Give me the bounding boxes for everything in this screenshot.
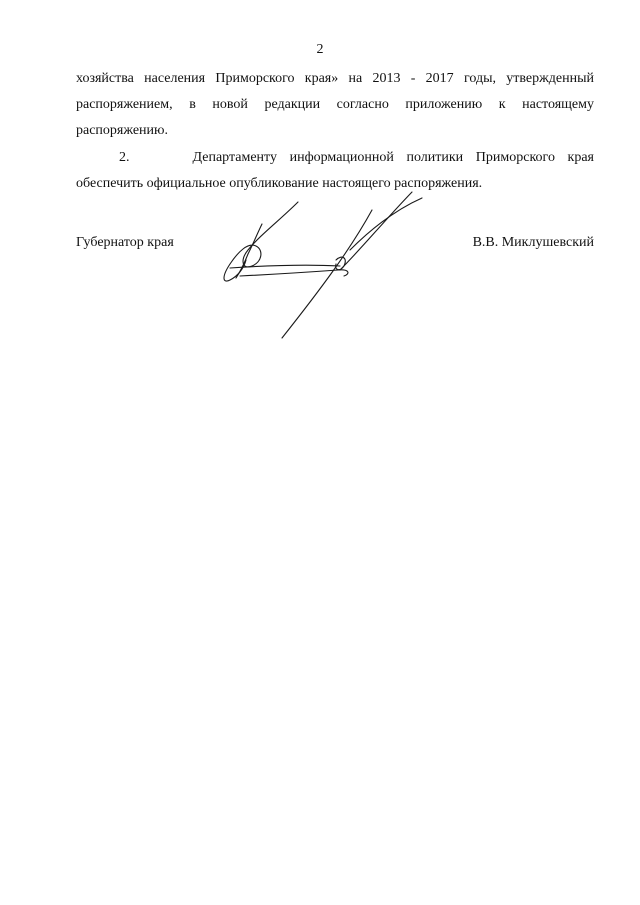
page-number: 2 [316,42,324,57]
paragraph-1-line-2: распоряжением, в новой редакции согласно приложению к настоящему [76,97,594,112]
paragraph-1 [76,66,594,144]
handwritten-signature [200,180,430,350]
signatory-name: В.В. Миклушевский [472,235,594,250]
paragraph-2-line-2: обеспечить официальное опубликование настоящего распоряжения. [76,176,483,191]
signatory-position: Губернатор края [76,235,174,250]
paragraph-1-line-3: распоряжению. [76,123,169,138]
paragraph-1-line-1: хозяйства населения Приморского края» на 2013 - 2017 годы, утвержденный [76,71,594,86]
paragraph-2-line-1: 2. Департаменту информационной политики Приморского края [119,150,594,165]
